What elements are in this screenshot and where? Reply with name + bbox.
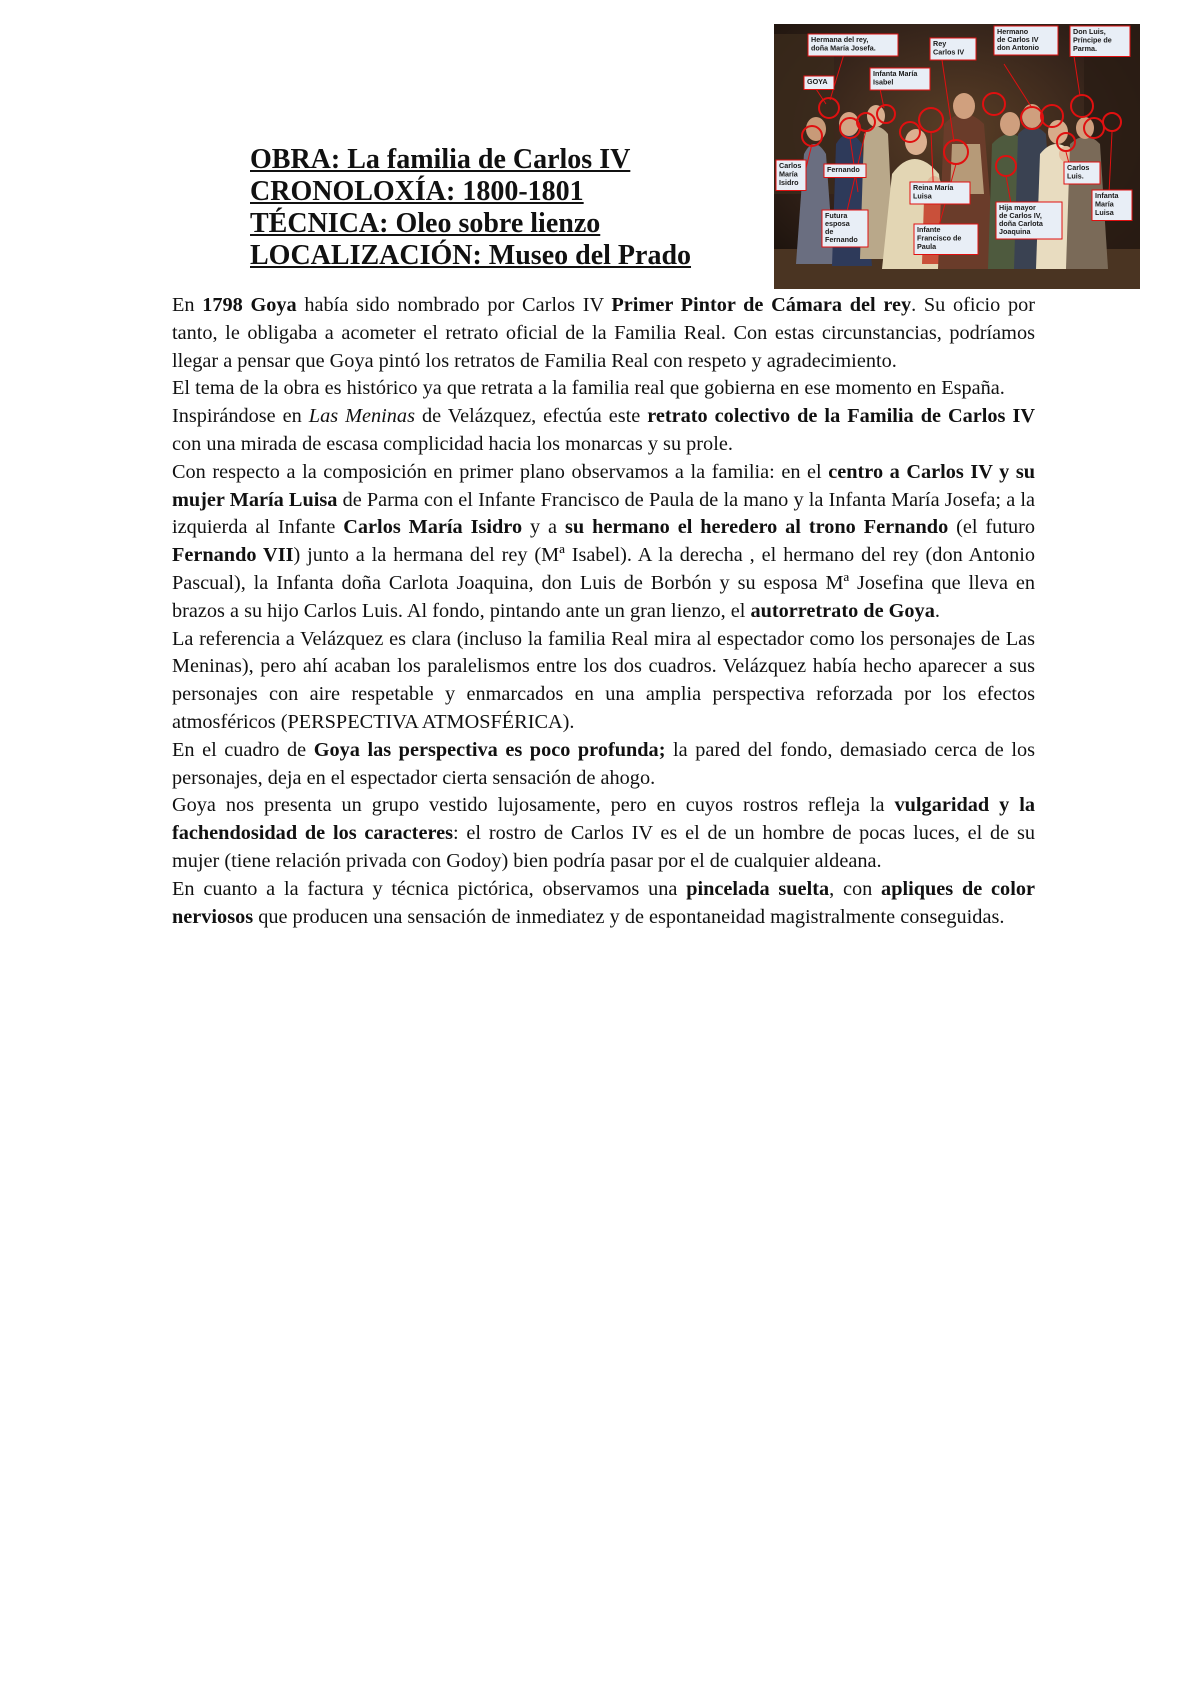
text-run: El tema de la obra es histórico ya que retrata a la familia real que gobierna en ese momento en España. bbox=[172, 377, 1005, 400]
figure-label-text: don Antonio bbox=[997, 43, 1040, 52]
body-paragraph bbox=[172, 876, 1035, 932]
text-run: En cuanto a la factura y técnica pictórica, observamos una bbox=[172, 877, 687, 900]
figure-label-text: Carlos IV bbox=[933, 47, 965, 57]
figure-label-hija-mayor bbox=[996, 202, 1062, 239]
text-run: ) junto a la hermana del rey (Mª Isabel). A la derecha , el hermano del rey (don Antonio Pascual), la Infanta doña Carlota Joaquina, don Luis de Borbón y su esposa Mª Josefina que lleva en brazos a su hijo Carlos Luis. Al fondo, pintando ante un gran lienzo, el bbox=[172, 544, 1035, 622]
figure-label-text: Parma. bbox=[1073, 44, 1097, 53]
bold-run: pincelada suelta bbox=[686, 877, 830, 900]
text-run: de Parma con el Infante Francisco de Paula de la mano y la Infanta María Josefa; a la izquierda al Infante bbox=[172, 488, 1035, 539]
figure-label-text: Isabel bbox=[873, 77, 894, 87]
figure-label-text: de bbox=[825, 227, 834, 236]
text-run: la pared del fondo, demasiado cerca de los personajes, deja en el espectador cierta sensación de ahogo. bbox=[172, 738, 1035, 789]
figure-label-text: Isidro bbox=[779, 178, 799, 187]
figure-label-carlos-luis bbox=[1064, 162, 1100, 184]
figure-label-carlos-maria-isidro bbox=[776, 160, 806, 191]
localizacion-line: LOCALIZACIÓN: Museo del Prado bbox=[250, 240, 692, 271]
body-paragraph bbox=[172, 626, 1035, 737]
bold-run: 1798 Goya bbox=[202, 294, 297, 316]
figure-label-infanta-maria-luisa bbox=[1092, 190, 1132, 221]
figure-label-hermana-rey bbox=[808, 34, 898, 56]
figure-label-text: Paula bbox=[917, 242, 937, 251]
figure-label-text: María bbox=[1095, 199, 1114, 209]
text-run: con una mirada de escasa complicidad hacia los monarcas y su prole. bbox=[172, 432, 733, 455]
text-run: : el rostro de Carlos IV es el de un hombre de pocas luces, el de su mujer (tiene relación privada con Godoy) bien podría pasar por el de cualquier aldeana. bbox=[172, 822, 1036, 872]
body-paragraph bbox=[172, 792, 1035, 875]
body-paragraph bbox=[172, 737, 1035, 793]
figure-label-don-luis bbox=[1070, 26, 1130, 57]
text-run: (el futuro bbox=[948, 516, 1035, 539]
bold-run: centro a Carlos IV y su mujer María Luisa bbox=[172, 460, 1036, 511]
text-run: había sido nombrado por Carlos IV bbox=[296, 294, 612, 316]
figure-label-text: de Carlos IV, bbox=[999, 211, 1042, 220]
bold-run: retrato colectivo de la Familia de Carlos IV bbox=[647, 405, 1035, 428]
figure-label-text: Reina María bbox=[913, 183, 954, 192]
figure-label-text: doña María Josefa. bbox=[811, 43, 876, 53]
figure-label-text: Luisa bbox=[1095, 208, 1114, 217]
figure-label-text: Infanta María bbox=[873, 69, 918, 78]
text-run: y a bbox=[522, 516, 565, 539]
figure-label-text: Fernando bbox=[825, 235, 858, 244]
bold-run: vulgaridad y la fachendosidad de los caracteres bbox=[172, 794, 1036, 845]
figure-label-text: Joaquina bbox=[999, 227, 1031, 236]
tecnica-line: TÉCNICA: Oleo sobre lienzo bbox=[250, 208, 601, 239]
figure-label-text: Carlos bbox=[779, 161, 802, 170]
figure-label-text: Luis. bbox=[1067, 171, 1084, 181]
text-run: que producen una sensación de inmediatez y de espontaneidad magistralmente conseguidas. bbox=[253, 905, 1005, 928]
bold-run: Goya las perspectiva es poco profunda; bbox=[313, 738, 666, 761]
body-paragraph bbox=[172, 292, 1035, 375]
bold-run: Fernando VII bbox=[172, 544, 294, 567]
figure-label-text: doña Carlota bbox=[999, 219, 1043, 228]
bold-run: su hermano el heredero al trono Fernando bbox=[564, 516, 949, 539]
figure-label-text: Carlos bbox=[1067, 163, 1090, 172]
text-run: Goya nos presenta un grupo vestido lujosamente, pero en cuyos rostros refleja la bbox=[172, 794, 895, 817]
text-run: . Su oficio por tanto, le obligaba a acometer el retrato oficial de la Familia Real. Con estas circunstancias, podríamos llegar a pensar que Goya pintó los retratos de Familia Real con respeto y agradecimiento. bbox=[172, 294, 1035, 372]
text-run: Con respecto a la composición en primer plano observamos a la familia: en el bbox=[172, 460, 829, 483]
text-run: . bbox=[934, 599, 940, 622]
figure-label-text: María bbox=[779, 169, 798, 179]
figure-label-fernando bbox=[824, 164, 866, 178]
bold-run: Carlos María Isidro bbox=[343, 516, 523, 539]
figure-label-infante-francisco bbox=[914, 224, 978, 255]
italic-run: Las Meninas bbox=[308, 405, 415, 428]
figure-label-text: Futura bbox=[825, 211, 848, 220]
text-run: , con bbox=[829, 877, 882, 900]
body-text bbox=[172, 292, 1035, 931]
figure-label-futura-esposa bbox=[822, 210, 868, 247]
figure-label-text: Hermano bbox=[997, 27, 1029, 36]
figure-label-reina bbox=[910, 182, 970, 204]
bold-run: Primer Pintor de Cámara del rey bbox=[611, 294, 912, 316]
figure-label-text: Príncipe de bbox=[1073, 35, 1112, 45]
artwork-header bbox=[250, 144, 770, 272]
obra-line: OBRA: La familia de Carlos IV bbox=[250, 144, 631, 175]
figure-label-text: GOYA bbox=[807, 77, 828, 86]
figure-label-text: Francisco de bbox=[917, 233, 962, 243]
figure-label-fernando-hermano bbox=[994, 26, 1058, 55]
cronoloxia-line: CRONOLOXÍA: 1800-1801 bbox=[250, 176, 584, 207]
body-paragraph bbox=[172, 459, 1035, 626]
text-run: En bbox=[172, 294, 203, 316]
text-run: Inspirándose en bbox=[172, 405, 309, 428]
painting-figure bbox=[774, 24, 1140, 289]
figure-label-text: Infante bbox=[917, 225, 941, 234]
figure-label-text: Hija mayor bbox=[999, 203, 1036, 212]
text-run: de Velázquez, efectúa este bbox=[414, 405, 648, 428]
bold-run: apliques de color nerviosos bbox=[172, 877, 1035, 928]
text-run: En el cuadro de bbox=[172, 738, 314, 761]
body-paragraph bbox=[172, 403, 1035, 459]
painting-image bbox=[774, 24, 1140, 289]
figure-label-text: Hermana del rey, bbox=[811, 35, 869, 44]
body-paragraph bbox=[172, 375, 1035, 403]
figure-label-text: Don Luis, bbox=[1073, 27, 1106, 36]
figure-label-text: Infanta bbox=[1095, 191, 1119, 200]
figure-label-goya bbox=[804, 76, 834, 90]
figure-label-text: de Carlos IV bbox=[997, 35, 1039, 44]
figure-label-text: Luisa bbox=[913, 191, 932, 201]
figure-label-infanta-maria-isabel bbox=[870, 68, 930, 90]
figure-label-text: esposa bbox=[825, 219, 850, 228]
text-run: La referencia a Velázquez es clara (incluso la familia Real mira al espectador como los personajes de Las Meninas), pero ahí acaban los paralelismos entre los dos cuadros. Velázquez había hecho aparecer a sus personajes con aire respetable y enmarcados en una amplia perspectiva reforzada por los efectos atmosféricos (PERSPECTIVA ATMOSFÉRICA). bbox=[172, 627, 1035, 733]
figure-label-rey bbox=[930, 38, 976, 60]
bold-run: autorretrato de Goya bbox=[750, 599, 935, 622]
figure-label-text: Fernando bbox=[827, 165, 860, 174]
figure-label-text: Rey bbox=[933, 39, 947, 48]
